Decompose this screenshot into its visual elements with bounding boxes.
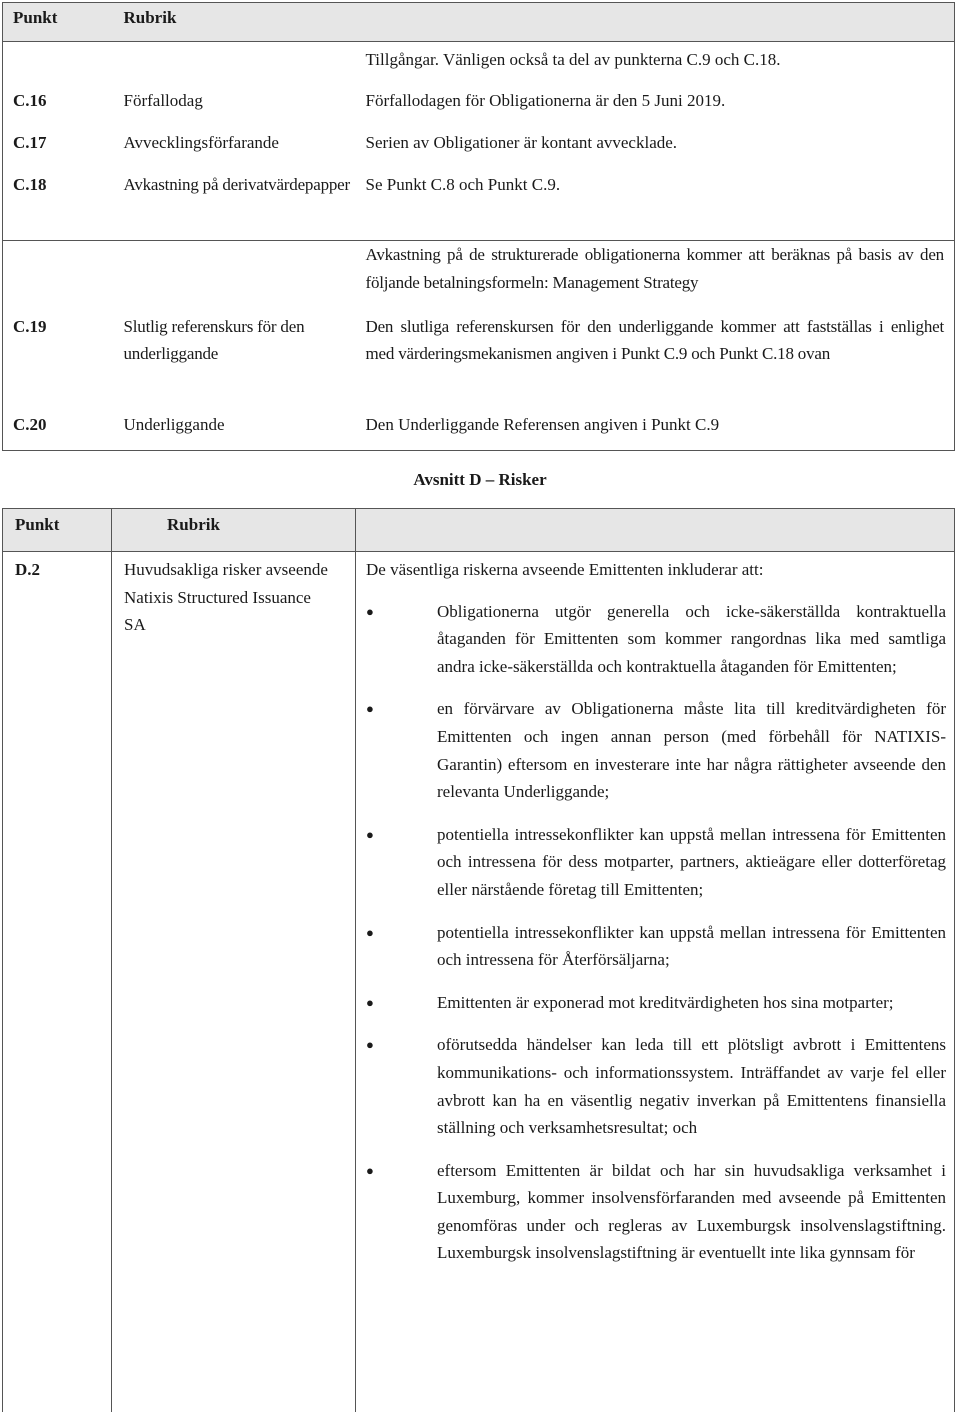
row-text: Se Punkt C.8 och Punkt C.9. <box>365 174 561 194</box>
row-punkt <box>3 42 112 87</box>
table-row <box>3 552 955 1412</box>
row-text: Den Underliggande Referensen angiven i Punkt C.9 <box>365 414 720 434</box>
table-row <box>3 171 955 241</box>
bullet-icon: ● <box>366 994 374 1010</box>
row-rubrik: Förfallodag <box>123 90 203 110</box>
header-rubrik: Rubrik <box>112 509 356 552</box>
row-rubrik: Huvudsakliga risker avseende Natixis Structured Issuance SA <box>112 552 356 1412</box>
risk-intro: De väsentliga riskerna avseende Emittenten inkluderar att: <box>366 560 764 579</box>
list-item: ● potentiella intressekonflikter kan uppstå mellan intressena för Emittenten och intressena för dess motparter, partners, aktieägare eller dotterföretag eller närstående företag till Emittenten; <box>366 821 946 904</box>
row-rubrik: Underliggande <box>123 414 225 434</box>
bullet-icon: ● <box>366 826 374 842</box>
row-punkt <box>3 241 112 313</box>
bullet-icon: ● <box>366 1162 374 1178</box>
summary-table-c <box>2 2 955 451</box>
row-text-formula: Avkastning på de strukturerade obligationerna kommer att beräknas på basis av den följande betalningsformeln: Management Strategy <box>356 241 955 313</box>
row-rubrik: Avvecklingsförfarande <box>123 132 279 152</box>
row-text: Tillgångar. Vänligen också ta del av punkterna C.9 och C.18. <box>365 50 781 69</box>
table-row <box>3 411 955 451</box>
bullet-icon: ● <box>366 701 374 717</box>
table-header-row <box>3 509 955 552</box>
bullet-icon: ● <box>366 924 374 940</box>
list-item: ● Emittenten är exponerad mot kreditvärdigheten hos sina motparter; <box>366 989 946 1017</box>
summary-table-d <box>2 508 955 1412</box>
table-row <box>3 129 955 171</box>
table-row <box>3 42 955 87</box>
bullet-icon: ● <box>366 1037 374 1053</box>
row-text: Serien av Obligationer är kontant avvecklade. <box>365 132 678 152</box>
row-text <box>356 552 955 1412</box>
table-row <box>3 241 955 313</box>
row-punkt: C.17 <box>13 132 47 152</box>
table-row <box>3 313 955 411</box>
header-rubrik: Rubrik <box>112 3 356 42</box>
table-header-row <box>3 3 955 42</box>
header-punkt: Punkt <box>3 509 112 552</box>
row-rubrik <box>112 241 356 313</box>
section-title: Avsnitt D – Risker <box>413 470 547 489</box>
header-blank <box>356 3 955 42</box>
list-item: ● potentiella intressekonflikter kan uppstå mellan intressena för Emittenten och intressena för Återförsäljarna; <box>366 919 946 974</box>
row-punkt: D.2 <box>3 552 112 1412</box>
list-item: ● en förvärvare av Obligationerna måste lita till kreditvärdigheten för Emittenten och ingen annan person (med förbehåll för NATIXIS-Garantin) eftersom en investerare inte har några rättigheter avseende den relevanta Underliggande; <box>366 695 946 805</box>
list-item: ● eftersom Emittenten är bildat och har sin huvudsakliga verksamhet i Luxemburg, kommer insolvensförfaranden med avseende på Emittenten genomföras under och regleras av Luxemburgsk insolvenslagstiftning. Luxemburgsk insolvenslagstiftning är eventuellt inte lika gynnsam för <box>366 1157 946 1267</box>
row-rubrik <box>112 42 356 87</box>
header-punkt: Punkt <box>3 3 112 42</box>
row-text: Förfallodagen för Obligationerna är den 5 Juni 2019. <box>365 90 726 110</box>
row-text: Den slutliga referenskursen för den underliggande kommer att fastställas i enlighet med värderingsmekanismen angiven i Punkt C.9 och Punkt C.18 ovan <box>365 316 944 363</box>
table-row <box>3 87 955 129</box>
header-blank <box>356 509 955 552</box>
row-punkt: C.16 <box>13 90 47 110</box>
bullet-icon: ● <box>366 603 374 619</box>
row-rubrik: Slutlig referenskurs för den underliggande <box>123 316 305 363</box>
risk-list <box>366 598 946 1267</box>
row-punkt: C.20 <box>13 414 47 434</box>
row-rubrik: Avkastning på derivatvärdepapper <box>123 174 350 194</box>
row-punkt: C.18 <box>13 174 47 194</box>
list-item: ● Obligationerna utgör generella och icke-säkerställda kontraktuella åtaganden för Emittenten som kommer rangordnas lika med samtliga andra icke-säkerställda och kontraktuella åtaganden för Emittenten; <box>366 598 946 681</box>
row-punkt: C.19 <box>13 316 47 336</box>
list-item: ● oförutsedda händelser kan leda till ett plötsligt avbrott i Emittentens kommunikations- och informationssystem. Inträffandet av varje fel eller avbrott kan ha en väsentlig negativ inverkan på Emittentens finansiella ställning och verksamhetsresultat; och <box>366 1031 946 1141</box>
